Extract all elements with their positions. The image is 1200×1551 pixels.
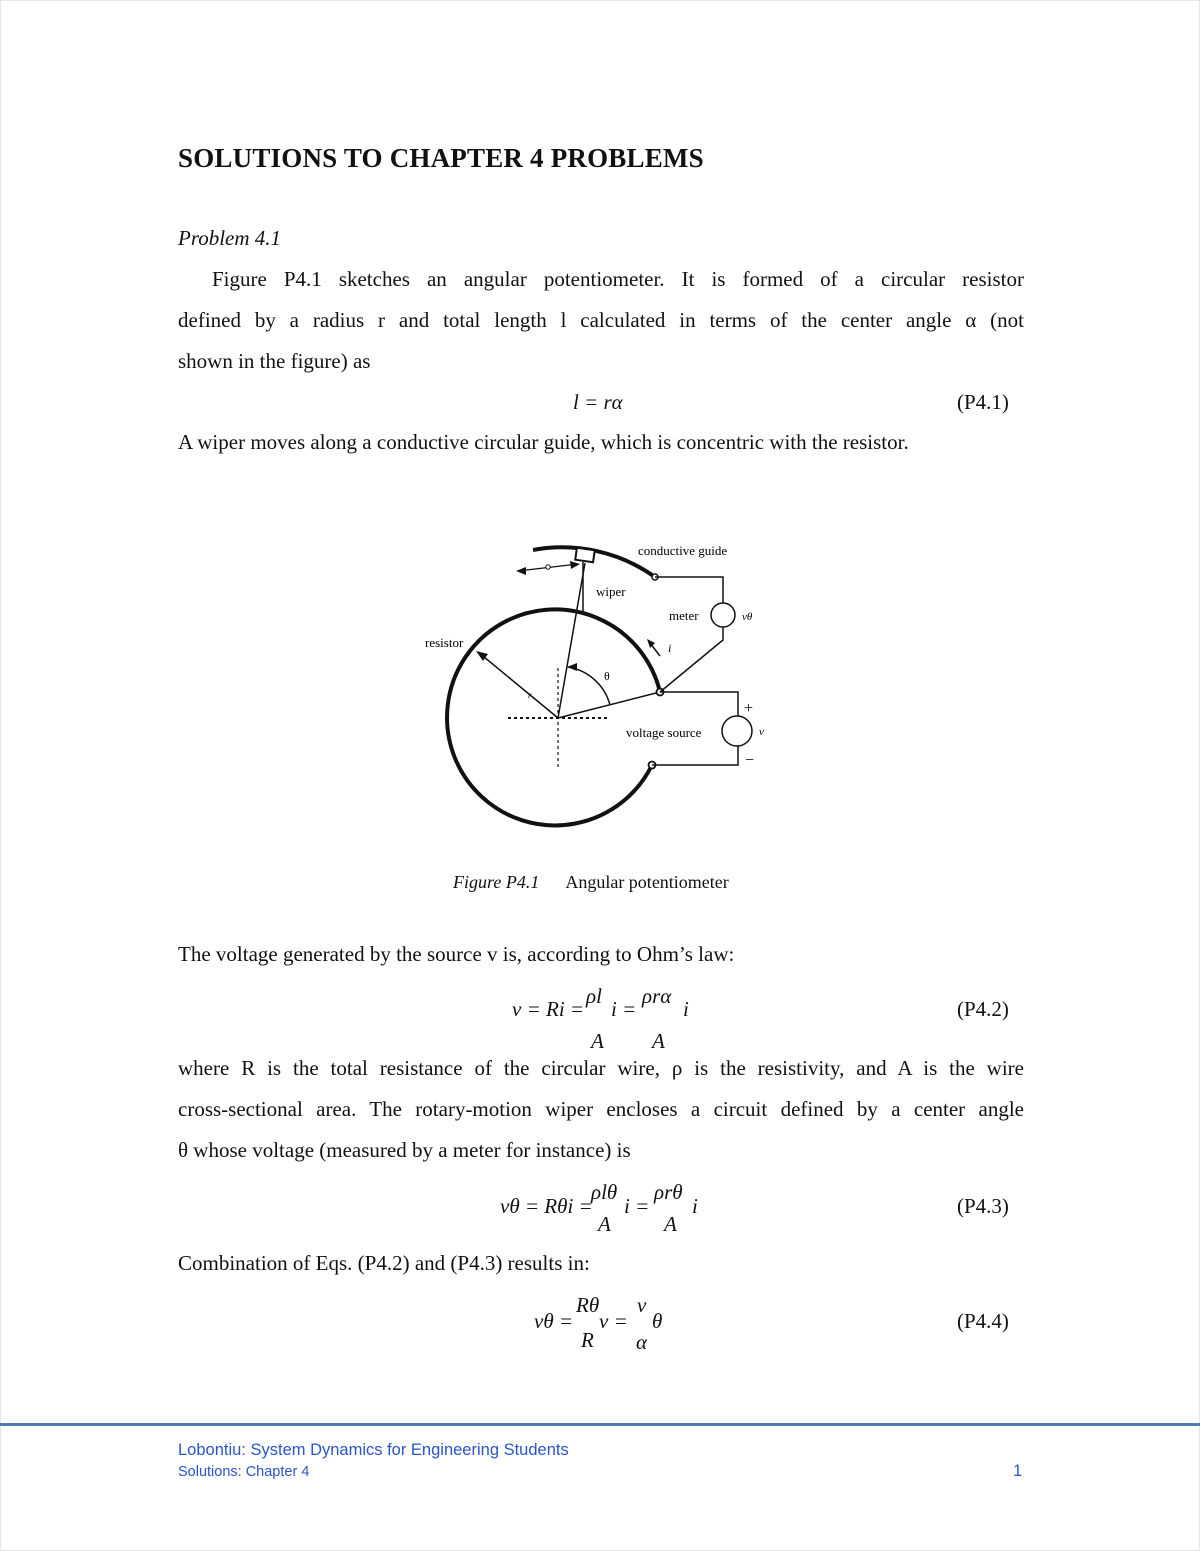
v-theta-label: vθ [742,611,753,623]
conductive-guide-label: conductive guide [638,543,728,558]
minus-label: − [745,752,755,769]
wiper-line [558,563,585,718]
figure-angular-potentiometer [420,535,780,835]
meter-symbol [711,603,735,627]
paragraph-5-line: Combination of Eqs. (P4.2) and (P4.3) results in: [178,1251,590,1275]
resistor-label: resistor [425,635,464,650]
paragraph-2-line: A wiper moves along a conductive circular guide, which is concentric with the resistor. [178,430,909,454]
meter-wire-top [655,577,723,603]
page-number: 1 [1013,1462,1023,1480]
paragraph-1-line-1: Figure P4.1 sketches an angular potentiometer. It is formed of a circular resistor [212,267,1024,291]
paragraph-4-line-3: θ whose voltage (measured by a meter for instance) is [178,1138,631,1162]
motion-arrow-right-head [570,561,580,569]
paragraph-3-line: The voltage generated by the source v is, according to Ohm’s law: [178,942,735,966]
paragraph-3 [178,934,1024,975]
source-wire-bottom [652,746,738,765]
eq4-numerator-1: Rθ [576,1293,600,1317]
voltage-source-label: voltage source [626,725,702,740]
paragraph-4-line-1: where R is the total resistance of the circular wire, ρ is the resistivity, and A is the wire [178,1056,1024,1080]
paragraph-5 [178,1243,1024,1284]
eq4-denominator-1: R [581,1328,594,1352]
eq4-numerator-2: v [637,1293,647,1317]
figure-caption-label: Figure P4.1 [453,872,540,892]
paragraph-4-line-2: cross-sectional area. The rotary-motion wiper encloses a circuit defined by a center angle [178,1097,1024,1121]
eq2-middle: i = [611,997,637,1021]
footer-rule [0,1423,1200,1426]
eq2-denominator-2: A [652,1029,665,1053]
motion-arrow-dot [546,565,550,569]
eq1-lhs: l [573,390,579,414]
eq4-middle: v = [599,1309,628,1333]
eq4-suffix: θ [652,1309,663,1333]
eq4-denominator-2: α [636,1330,648,1354]
theta-arrow-head [567,663,577,671]
wiper-label: wiper [596,584,626,599]
voltage-source-symbol [722,716,752,746]
problem-title: Problem 4.1 [178,226,282,250]
paragraph-1-line-3: shown in the figure) as [178,349,371,373]
eq2-suffix: i [683,997,689,1021]
eq3-denominator-1: A [598,1212,611,1236]
source-v-label: v [759,726,764,738]
radius-label: r [528,690,532,700]
source-wire-top [660,692,738,716]
wiper-slider [575,548,594,562]
theta-label: θ [604,669,610,683]
footer-chapter: Solutions: Chapter 4 [178,1464,310,1480]
page-title: SOLUTIONS TO CHAPTER 4 PROBLEMS [178,143,704,173]
equation-p4-1 [573,390,623,415]
eq3-numerator-2: ρrθ [654,1180,683,1204]
eq4-prefix: vθ = [534,1309,574,1333]
current-arrow-head [647,639,655,648]
equation-label-p4-2: (P4.2) [957,997,1009,1021]
eq3-denominator-2: A [664,1212,677,1236]
eq3-numerator-1: ρlθ [591,1180,618,1204]
paragraph-1-line-2: defined by a radius r and total length l calculated in terms of the center angle α (not [178,308,1024,332]
eq3-prefix: vθ = Rθi = [500,1194,593,1218]
current-label: i [668,641,672,655]
figure-caption [453,872,729,893]
eq1-rhs: = rα [584,390,623,414]
eq2-prefix: v = Ri = [512,997,585,1021]
meter-wire-bottom [660,627,723,692]
eq2-denominator-1: A [591,1029,604,1053]
equation-label-p4-4: (P4.4) [957,1309,1009,1333]
radius-line [478,652,558,718]
resistor-arc [447,609,660,825]
footer-book-title: Lobontiu: System Dynamics for Engineering Students [178,1441,569,1459]
eq2-numerator-2: ρrα [642,984,672,1008]
paragraph-4 [178,1048,1024,1171]
paragraph-2 [178,422,1024,463]
meter-label: meter [669,608,699,623]
equation-label-p4-3: (P4.3) [957,1194,1009,1218]
eq3-middle: i = [624,1194,650,1218]
equation-label-p4-1: (P4.1) [957,390,1009,414]
paragraph-1 [178,259,1024,382]
center-terminal-line [558,692,660,718]
eq2-numerator-1: ρl [586,984,602,1008]
plus-label: + [744,700,754,717]
motion-arrow-left-head [516,567,526,575]
figure-caption-text: Angular potentiometer [565,872,729,892]
eq3-suffix: i [692,1194,698,1218]
